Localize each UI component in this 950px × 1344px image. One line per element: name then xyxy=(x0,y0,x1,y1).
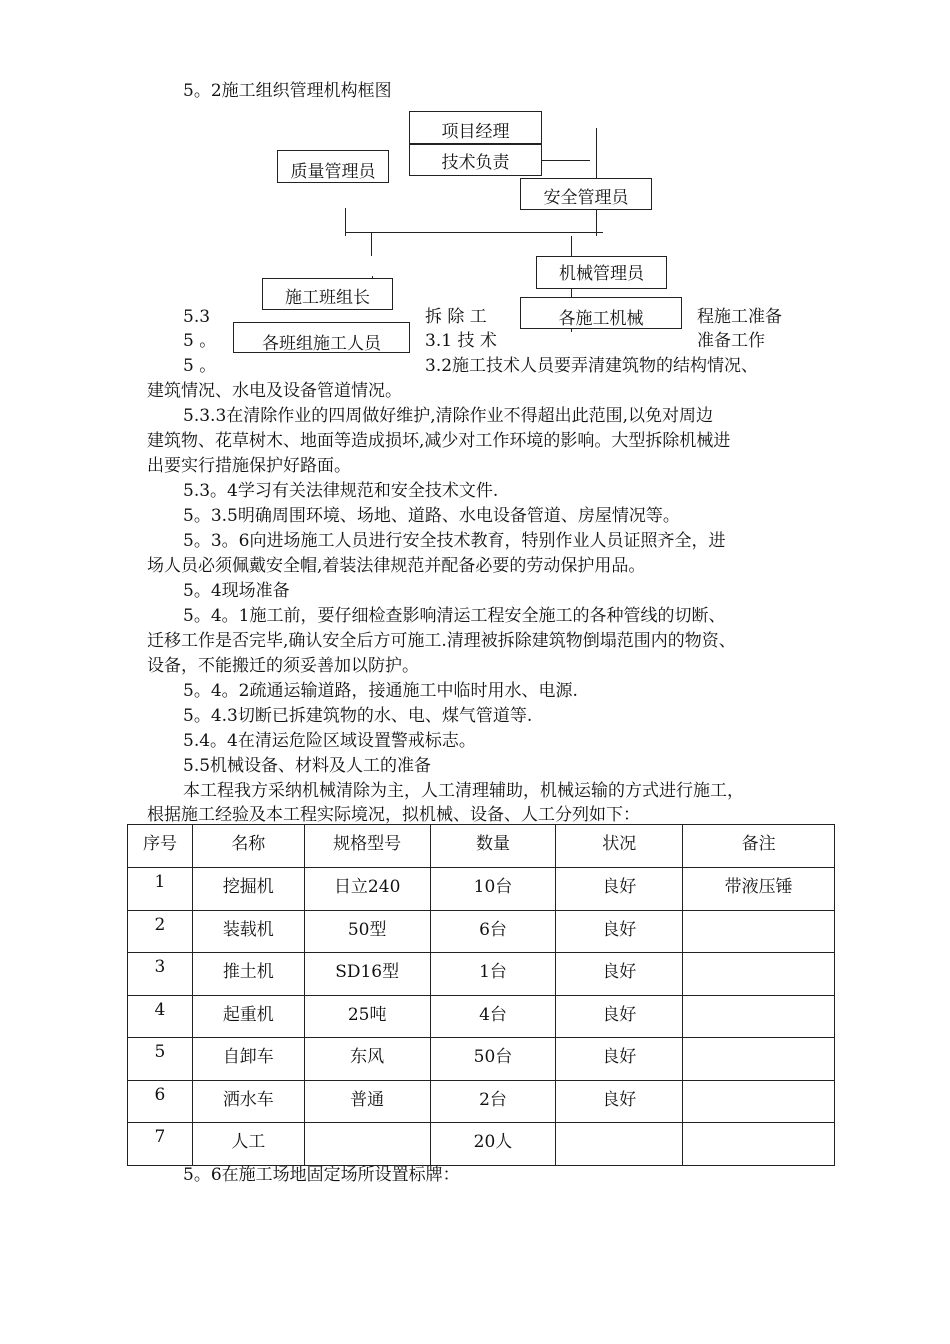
text-line: 5。3。6向进场施工人员进行安全技术教育，特别作业人员证照齐全，进 xyxy=(183,531,726,551)
text-line: 3.1 技 术 xyxy=(425,331,497,351)
connector-line xyxy=(371,232,372,256)
table-cell: 东风 xyxy=(304,1038,430,1081)
table-cell: 2 xyxy=(128,910,193,953)
connector-line xyxy=(345,208,346,236)
text-line: 5。3.5明确周围环境、场地、道路、水电设备管道、房屋情况等。 xyxy=(183,506,680,526)
table-cell: 6台 xyxy=(430,910,556,953)
table-cell: 装载机 xyxy=(192,910,304,953)
equipment-table xyxy=(127,824,835,1166)
table-row xyxy=(128,1038,835,1081)
table-cell: 良好 xyxy=(556,868,683,911)
text-line: 根据施工经验及本工程实际境况，拟机械、设备、人工分列如下： xyxy=(147,805,640,825)
table-row xyxy=(128,910,835,953)
text-line: 3.2施工技术人员要弄清建筑物的结构情况、 xyxy=(425,356,759,376)
text-line: 5 。 xyxy=(183,331,217,351)
text-line: 出要实行措施保护好路面。 xyxy=(147,456,351,476)
table-cell: 3 xyxy=(128,953,193,996)
table-row xyxy=(128,953,835,996)
table-cell: 4台 xyxy=(430,995,556,1038)
table-cell: 5 xyxy=(128,1038,193,1081)
text-line: 5.3.3在清除作业的四周做好维护,清除作业不得超出此范围,以免对周边 xyxy=(183,406,714,426)
connector-line xyxy=(345,232,603,233)
table-cell: 带液压锤 xyxy=(683,868,835,911)
org-box-team-workers: 各班组施工人员 xyxy=(233,322,410,353)
org-box-technical-lead: 技术负责 xyxy=(409,144,542,176)
table-cell: 日立240 xyxy=(304,868,430,911)
header-cell: 名称 xyxy=(192,825,304,868)
table-cell xyxy=(556,1123,683,1166)
table-cell: SD16型 xyxy=(304,953,430,996)
table-cell: 自卸车 xyxy=(192,1038,304,1081)
text-line: 程施工准备 xyxy=(697,307,782,327)
text-line: 5 。 xyxy=(183,356,217,376)
table-cell: 10台 xyxy=(430,868,556,911)
table-cell xyxy=(683,910,835,953)
table-cell xyxy=(304,1123,430,1166)
table-cell: 50台 xyxy=(430,1038,556,1081)
table-cell: 人工 xyxy=(192,1123,304,1166)
text-line: 建筑物、花草树木、地面等造成损坏,减少对工作环境的影响。大型拆除机械进 xyxy=(147,431,731,451)
text-line: 5.5机械设备、材料及人工的准备 xyxy=(183,756,432,776)
table-cell xyxy=(683,1038,835,1081)
table-cell: 7 xyxy=(128,1123,193,1166)
table-cell xyxy=(683,953,835,996)
header-cell: 状况 xyxy=(556,825,683,868)
table-cell: 良好 xyxy=(556,1038,683,1081)
text-line: 5。4现场准备 xyxy=(183,581,290,601)
table-cell: 洒水车 xyxy=(192,1080,304,1123)
table-cell: 50型 xyxy=(304,910,430,953)
org-box-safety-manager: 安全管理员 xyxy=(520,178,652,210)
table-cell: 1台 xyxy=(430,953,556,996)
text-line: 5.4。4在清运危险区域设置警戒标志。 xyxy=(183,731,476,751)
table-cell: 6 xyxy=(128,1080,193,1123)
text-line: 5.3。4学习有关法律规范和安全技术文件. xyxy=(183,481,499,501)
org-box-project-manager: 项目经理 xyxy=(409,111,542,144)
text-line: 迁移工作是否完毕,确认安全后方可施工.清理被拆除建筑物倒塌范围内的物资、 xyxy=(147,631,736,651)
text-line: 建筑情况、水电及设备管道情况。 xyxy=(147,381,402,401)
table-cell: 良好 xyxy=(556,953,683,996)
table-cell: 挖掘机 xyxy=(192,868,304,911)
text-line: 5。4。2疏通运输道路，接通施工中临时用水、电源. xyxy=(183,681,578,701)
table-cell: 4 xyxy=(128,995,193,1038)
section-5-6-text: 5。6在施工场地固定场所设置标牌： xyxy=(183,1165,460,1185)
text-line: 准备工作 xyxy=(697,331,765,351)
table-row xyxy=(128,1080,835,1123)
header-cell: 序号 xyxy=(128,825,193,868)
table-cell: 推土机 xyxy=(192,953,304,996)
header-cell: 备注 xyxy=(683,825,835,868)
org-box-team-leader: 施工班组长 xyxy=(262,278,393,310)
table-cell: 良好 xyxy=(556,995,683,1038)
table-cell: 良好 xyxy=(556,1080,683,1123)
text-line: 本工程我方采纳机械清除为主，人工清理辅助，机械运输的方式进行施工， xyxy=(183,781,744,801)
section-5-2-title: 5。2施工组织管理机构框图 xyxy=(183,81,392,101)
table-cell xyxy=(683,1080,835,1123)
text-line: 5。4.3切断已拆建筑物的水、电、煤气管道等. xyxy=(183,706,533,726)
table-row xyxy=(128,1123,835,1166)
text-line: 5。4。1施工前，要仔细检查影响清运工程安全施工的各种管线的切断、 xyxy=(183,606,726,626)
table-cell: 普通 xyxy=(304,1080,430,1123)
text-line: 设备，不能搬迁的须妥善加以防护。 xyxy=(147,656,419,676)
table-header-row xyxy=(128,825,835,868)
table-row xyxy=(128,868,835,911)
table-cell: 25吨 xyxy=(304,995,430,1038)
table-cell: 良好 xyxy=(556,910,683,953)
table-cell: 20人 xyxy=(430,1123,556,1166)
table-row xyxy=(128,995,835,1038)
table-cell: 起重机 xyxy=(192,995,304,1038)
table-cell xyxy=(683,1123,835,1166)
org-box-machinery-manager: 机械管理员 xyxy=(536,256,667,289)
org-box-quality-manager: 质量管理员 xyxy=(277,150,389,183)
table-cell xyxy=(683,995,835,1038)
org-box-machinery-units: 各施工机械 xyxy=(520,297,682,329)
connector-line xyxy=(571,236,572,256)
table-cell: 1 xyxy=(128,868,193,911)
table-cell: 2台 xyxy=(430,1080,556,1123)
text-line: 拆 除 工 xyxy=(425,307,487,327)
header-cell: 规格型号 xyxy=(304,825,430,868)
header-cell: 数量 xyxy=(430,825,556,868)
text-line: 场人员必须佩戴安全帽,着装法律规范并配备必要的劳动保护用品。 xyxy=(147,556,646,576)
text-line: 5.3 xyxy=(183,307,211,327)
